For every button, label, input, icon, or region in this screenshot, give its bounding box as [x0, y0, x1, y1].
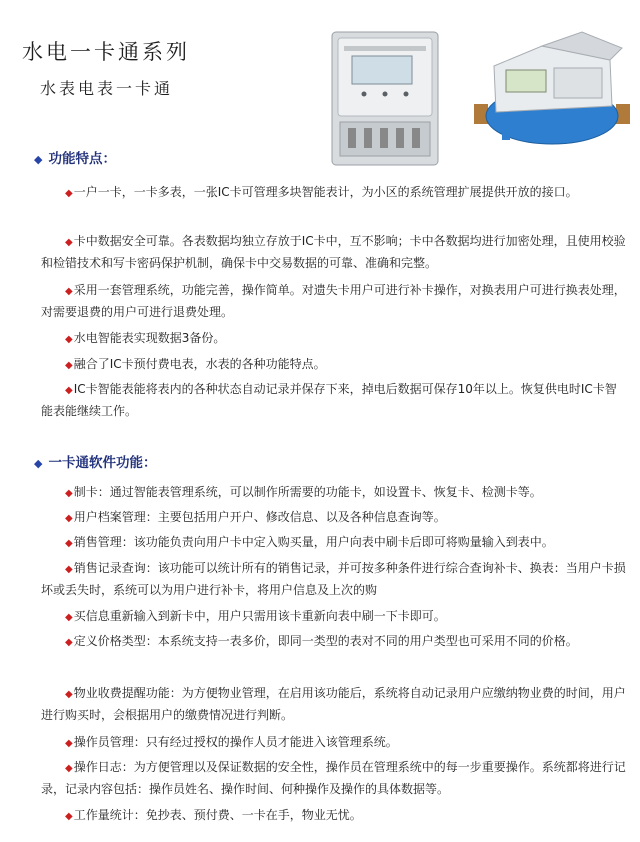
list-item: ◆销售管理：该功能负责向用户卡中定入购买量，用户向表中刷卡后即可将购量输入到表中。: [41, 532, 627, 554]
list-item: ◆操作日志：为方便管理以及保证数据的安全性，操作员在管理系统中的每一步重要操作。系统都将进行记录，记录内容包括：操作员姓名、操作时间、何种操作及操作的具体数据等。: [41, 760, 626, 796]
electric-meter-image: [330, 30, 440, 167]
list-item: ◆工作量统计：免抄表、预付费、一卡在手，物业无忧。: [41, 805, 627, 827]
diamond-icon: ◆: [65, 538, 73, 549]
diamond-icon: ◆: [65, 738, 73, 749]
list-item: ◆水电智能表实现数据3备份。: [41, 328, 627, 350]
diamond-icon: ◆: [34, 457, 43, 470]
list-item: ◆买信息重新输入到新卡中，用户只需用该卡重新向表中刷一下卡即可。: [41, 606, 627, 628]
section-heading-software: ◆ 一卡通软件功能：: [34, 455, 157, 471]
list-item: ◆销售记录查询：该功能可以统计所有的销售记录，并可按多种条件进行综合查询补卡、换表：当用户卡损坏或丢失时，系统可以为用户进行补卡，将用户信息及上次的购: [41, 561, 626, 597]
diamond-icon: ◆: [65, 286, 73, 297]
diamond-icon: ◆: [65, 637, 73, 648]
diamond-icon: ◆: [65, 513, 73, 524]
diamond-icon: ◆: [65, 385, 73, 396]
diamond-icon: ◆: [65, 360, 73, 371]
diamond-icon: ◆: [65, 564, 73, 575]
water-meter-image: [472, 26, 632, 152]
list-item: ◆定义价格类型：本系统支持一表多价，即同一类型的表对不同的用户类型也可采用不同的价格。: [41, 631, 627, 653]
diamond-icon: ◆: [65, 763, 73, 774]
diamond-icon: ◆: [65, 188, 73, 199]
list-item: ◆IC卡智能表能将表内的各种状态自动记录并保存下来，掉电后数据可保存10年以上。恢复供电时IC卡智能表能继续工作。: [41, 382, 617, 418]
diamond-icon: ◆: [65, 488, 73, 499]
list-item: ◆融合了IC卡预付费电表，水表的各种功能特点。: [41, 354, 627, 376]
section-heading-features: ◆ 功能特点：: [34, 151, 116, 167]
list-item: ◆用户档案管理：主要包括用户开户、修改信息、以及各种信息查询等。: [41, 507, 627, 529]
diamond-icon: ◆: [65, 689, 73, 700]
list-item: ◆制卡：通过智能表管理系统，可以制作所需要的功能卡，如设置卡、恢复卡、检测卡等。: [41, 482, 627, 504]
page-subtitle: 水表电表一卡通: [40, 79, 174, 98]
diamond-icon: ◆: [65, 334, 73, 345]
diamond-icon: ◆: [65, 237, 73, 248]
diamond-icon: ◆: [34, 153, 43, 166]
list-item: ◆物业收费提醒功能：为方便物业管理，在启用该功能后，系统将自动记录用户应缴纳物业费的时间，用户进行购买时，会根据用户的缴费情况进行判断。: [41, 686, 626, 722]
diamond-icon: ◆: [65, 612, 73, 623]
list-item: ◆采用一套管理系统，功能完善，操作简单。对遗失卡用户可进行补卡操作，对换表用户可进行换表处理，对需要退费的用户可进行退费处理。: [41, 283, 626, 319]
page-title: 水电一卡通系列: [22, 40, 190, 64]
list-item: ◆操作员管理：只有经过授权的操作人员才能进入该管理系统。: [41, 732, 627, 754]
list-item: ◆一户一卡，一卡多表，一张IC卡可管理多块智能表计，为小区的系统管理扩展提供开放的接口。: [41, 182, 627, 204]
list-item: ◆卡中数据安全可靠。各表数据均独立存放于IC卡中，互不影响；卡中各数据均进行加密处理，且使用校验和检错技术和写卡密码保护机制，确保卡中交易数据的可靠、准确和完整。: [41, 234, 626, 270]
diamond-icon: ◆: [65, 811, 73, 822]
